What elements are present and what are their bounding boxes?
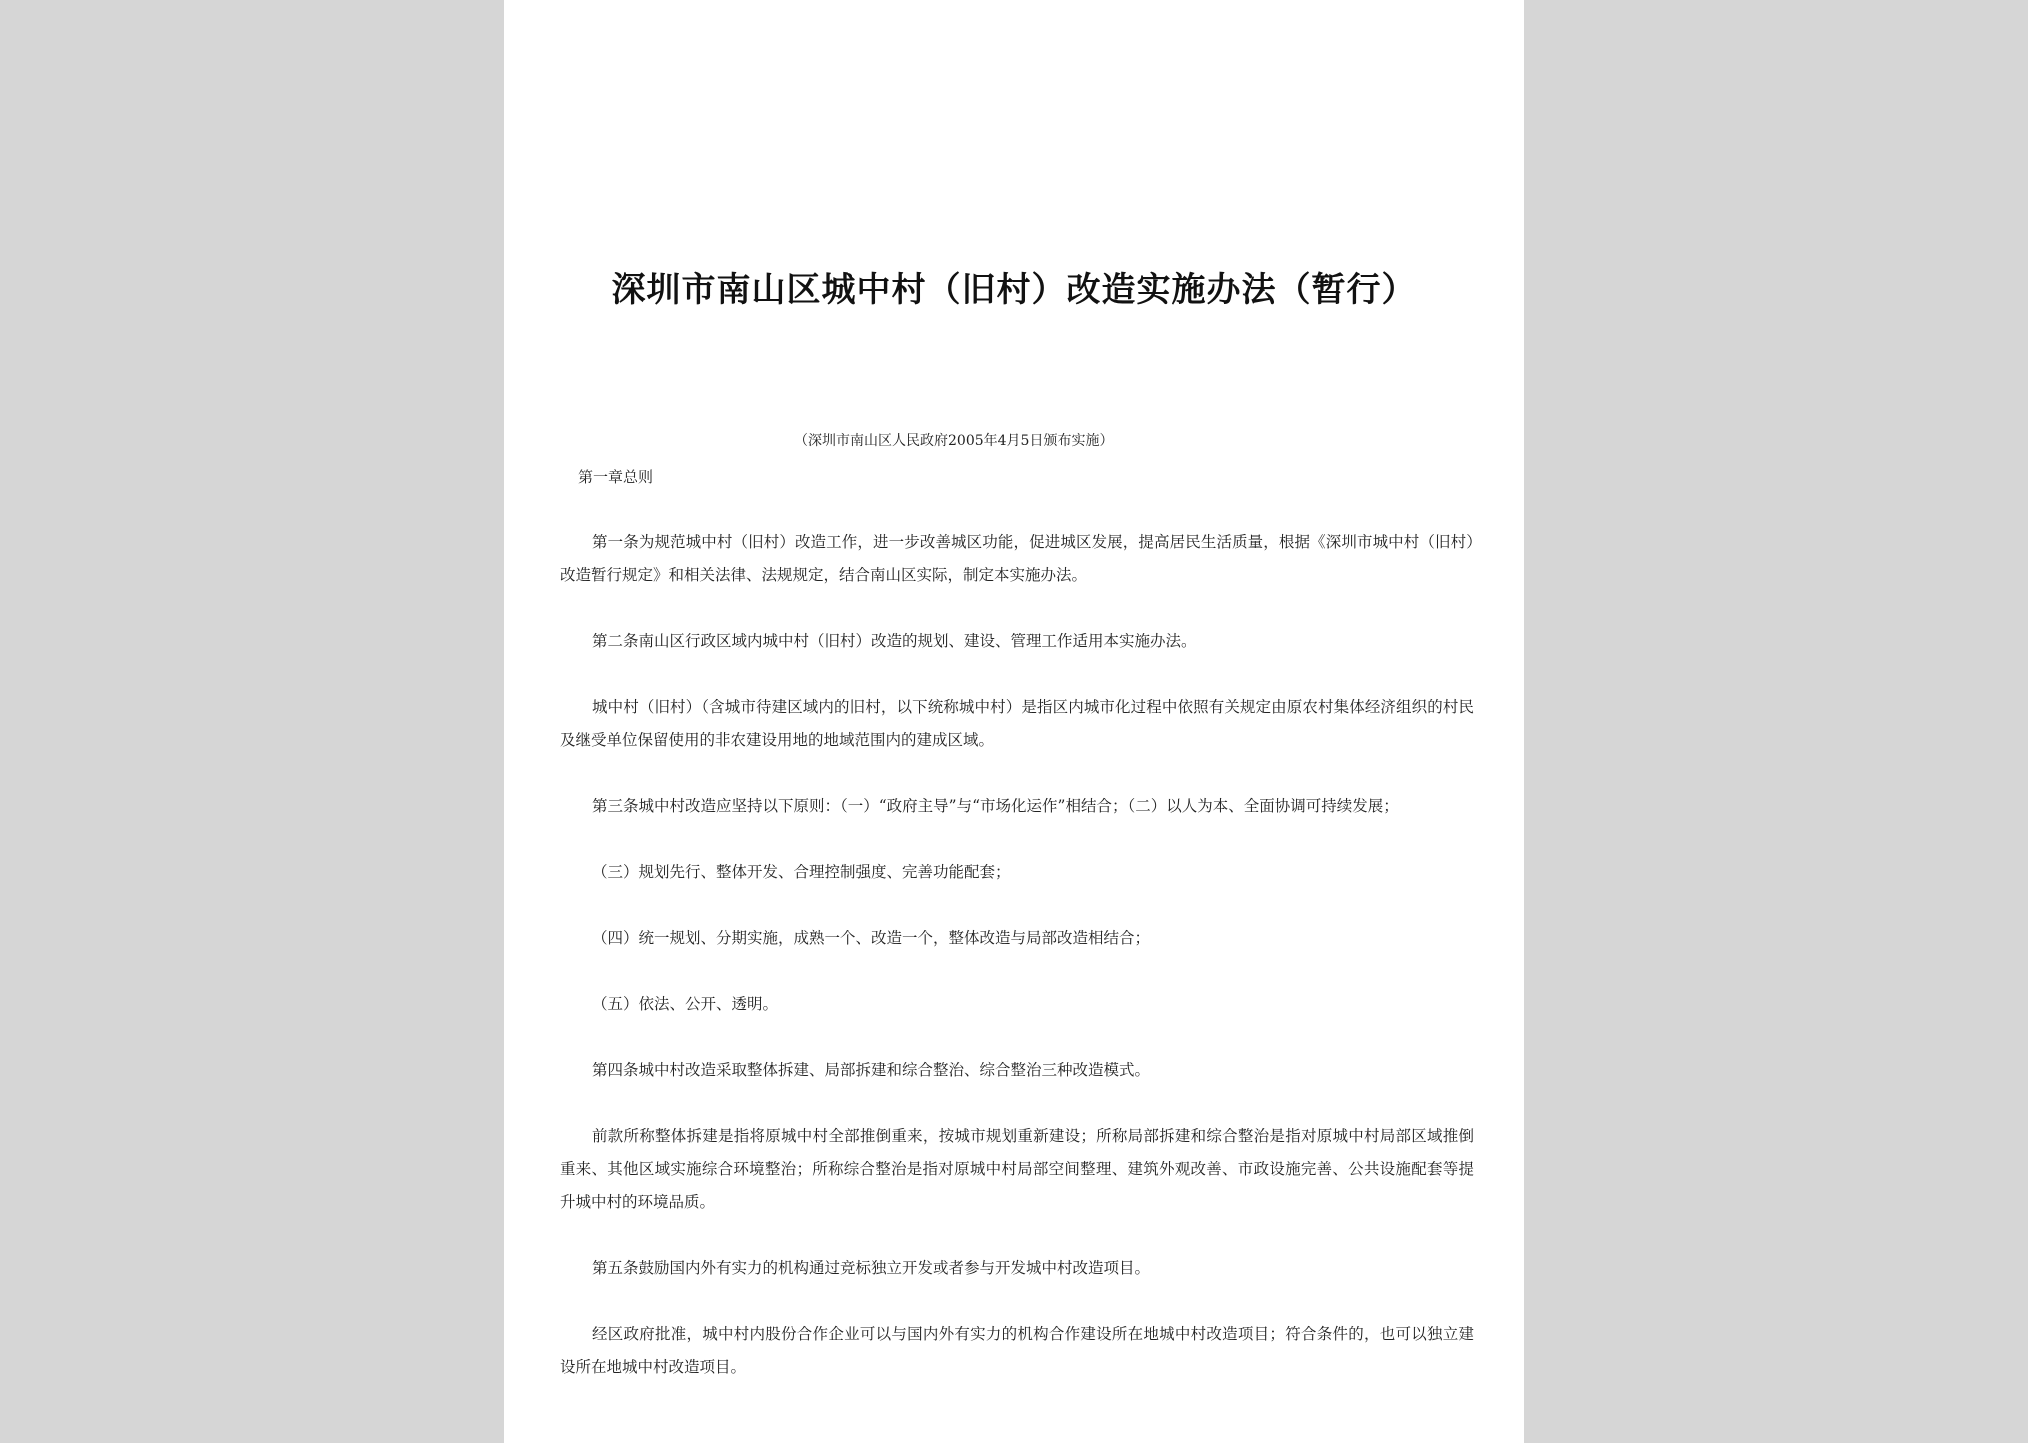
paragraph-article-5: 第五条鼓励国内外有实力的机构通过竞标独立开发或者参与开发城中村改造项目。 xyxy=(592,1259,1151,1277)
paragraph-definition: 城中村（旧村）（含城市待建区域内的旧村，以下统称城中村）是指区内城市化过程中依照有关规定由原农村集体经济组织的村民及继受单位保留使用的非农建设用地的地域范围内的建成区域。 xyxy=(560,698,1474,749)
document-page xyxy=(504,0,1524,1443)
document-title: 深圳市南山区城中村（旧村）改造实施办法（暂行） xyxy=(611,270,1417,310)
paragraph-principle-3: （三）规划先行、整体开发、合理控制强度、完善功能配套； xyxy=(592,863,1011,881)
paragraph-modes-definition: 前款所称整体拆建是指将原城中村全部推倒重来，按城市规划重新建设；所称局部拆建和综合整治是指对原城中村局部区域推倒重来、其他区域实施综合环境整治；所称综合整治是指对原城中村局部空间整理、建筑外观改善、市政设施完善、公共设施配套等提升城中村的环境品质。 xyxy=(560,1127,1474,1211)
paragraph-approval: 经区政府批准，城中村内股份合作企业可以与国内外有实力的机构合作建设所在地城中村改造项目；符合条件的，也可以独立建设所在地城中村改造项目。 xyxy=(560,1325,1474,1376)
document-subtitle: （深圳市南山区人民政府2005年4月5日颁布实施） xyxy=(794,433,1114,449)
paragraph-article-3: 第三条城中村改造应坚持以下原则：（一）“政府主导”与“市场化运作”相结合；（二）以人为本、全面协调可持续发展； xyxy=(592,797,1399,815)
paragraph-principle-5: （五）依法、公开、透明。 xyxy=(592,995,779,1013)
paragraph-principle-4: （四）统一规划、分期实施，成熟一个、改造一个，整体改造与局部改造相结合； xyxy=(592,929,1151,947)
paragraph-article-2: 第二条南山区行政区域内城中村（旧村）改造的规划、建设、管理工作适用本实施办法。 xyxy=(592,632,1197,650)
document-body xyxy=(560,526,1474,1417)
paragraph-article-4: 第四条城中村改造采取整体拆建、局部拆建和综合整治、综合整治三种改造模式。 xyxy=(592,1061,1151,1079)
chapter-heading: 第一章总则 xyxy=(578,468,654,486)
paragraph-article-1: 第一条为规范城中村（旧村）改造工作，进一步改善城区功能，促进城区发展，提高居民生活质量，根据《深圳市城中村（旧村）改造暂行规定》和相关法律、法规规定，结合南山区实际，制定本实施办法。 xyxy=(560,533,1474,584)
